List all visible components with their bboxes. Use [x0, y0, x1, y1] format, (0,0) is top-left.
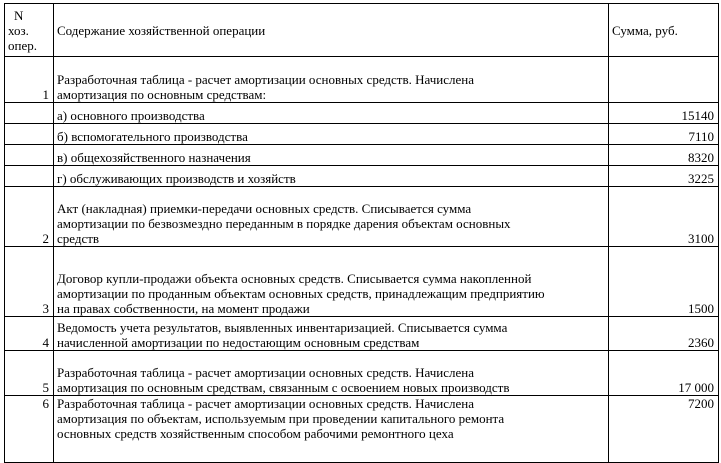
- row-line: а) основного производства: [57, 108, 205, 123]
- row-sum: 3225: [609, 166, 719, 187]
- row-num: 1: [5, 57, 54, 103]
- row-line: Разработочная таблица - расчет амортизации основных средств. Начислена: [57, 72, 475, 87]
- row-sum: 17 000: [609, 351, 719, 396]
- row-line: Акт (накладная) приемки-передачи основных средств. Списывается сумма: [57, 201, 472, 216]
- row-sum: 7200: [609, 396, 719, 463]
- table-row: [5, 124, 719, 145]
- row-line: Разработочная таблица - расчет амортизации основных средств. Начислена: [57, 396, 475, 411]
- table-row: [5, 187, 719, 247]
- row-content: [54, 351, 609, 396]
- row-num: [5, 103, 54, 124]
- row-line: Ведомость учета результатов, выявленных инвентаризацией. Списывается сумма: [57, 320, 508, 335]
- row-content: [54, 103, 609, 124]
- row-line: средств: [57, 231, 100, 246]
- row-sum: 15140: [609, 103, 719, 124]
- table-row: [5, 317, 719, 351]
- row-line: Договор купли-продажи объекта основных средств. Списывается сумма накопленной: [57, 271, 532, 286]
- row-line: г) обслуживающих производств и хозяйств: [57, 171, 296, 186]
- row-sum: 1500: [609, 247, 719, 317]
- row-content: [54, 57, 609, 103]
- row-line: Разработочная таблица - расчет амортизации основных средств. Начислена: [57, 365, 475, 380]
- row-line: начисленной амортизации по недостающим основным средствам: [57, 335, 420, 350]
- row-num: 4: [5, 317, 54, 351]
- header-num-cell: [5, 4, 54, 57]
- row-line: на правах собственности, на момент продажи: [57, 301, 310, 316]
- header-content-cell: Содержание хозяйственной операции: [54, 4, 609, 57]
- table-row: [5, 145, 719, 166]
- row-line: амортизации по безвозмездно переданным в порядке дарения объектам основных: [57, 216, 511, 231]
- header-row: [5, 4, 719, 57]
- row-sum: 2360: [609, 317, 719, 351]
- row-content: [54, 166, 609, 187]
- row-sum: [609, 57, 719, 103]
- row-num: 2: [5, 187, 54, 247]
- row-line: амортизация по объектам, используемым при проведении капитального ремонта: [57, 411, 505, 426]
- row-num: [5, 166, 54, 187]
- header-num-line3: опер.: [8, 37, 37, 53]
- row-content: [54, 124, 609, 145]
- row-num: 5: [5, 351, 54, 396]
- row-sum: 7110: [609, 124, 719, 145]
- row-num: 6: [5, 396, 54, 463]
- row-line: б) вспомогательного производства: [57, 129, 248, 144]
- header-sum-cell: Сумма, руб.: [609, 4, 719, 57]
- row-num: [5, 145, 54, 166]
- header-num-line2: хоз.: [8, 22, 29, 38]
- table-row: [5, 247, 719, 317]
- row-content: [54, 187, 609, 247]
- row-content: [54, 396, 609, 463]
- table-row: [5, 103, 719, 124]
- table-row: [5, 351, 719, 396]
- row-sum: 8320: [609, 145, 719, 166]
- row-line: амортизации по проданным объектам основных средств, принадлежащим предприятию: [57, 286, 545, 301]
- row-line: амортизация по основным средствам:: [57, 87, 267, 102]
- operations-table: [4, 3, 719, 463]
- row-line: в) общехозяйственного назначения: [57, 150, 251, 165]
- row-content: [54, 145, 609, 166]
- table-row: [5, 166, 719, 187]
- row-sum: 3100: [609, 187, 719, 247]
- row-line: амортизация по основным средствам, связанным с освоением новых производств: [57, 380, 510, 395]
- table-row: [5, 57, 719, 103]
- header-num-line1: N: [14, 7, 24, 23]
- row-num: 3: [5, 247, 54, 317]
- row-line: основных средств хозяйственным способом рабочими ремонтного цеха: [57, 426, 454, 441]
- table-row: [5, 396, 719, 463]
- row-num: [5, 124, 54, 145]
- row-content: [54, 247, 609, 317]
- row-content: [54, 317, 609, 351]
